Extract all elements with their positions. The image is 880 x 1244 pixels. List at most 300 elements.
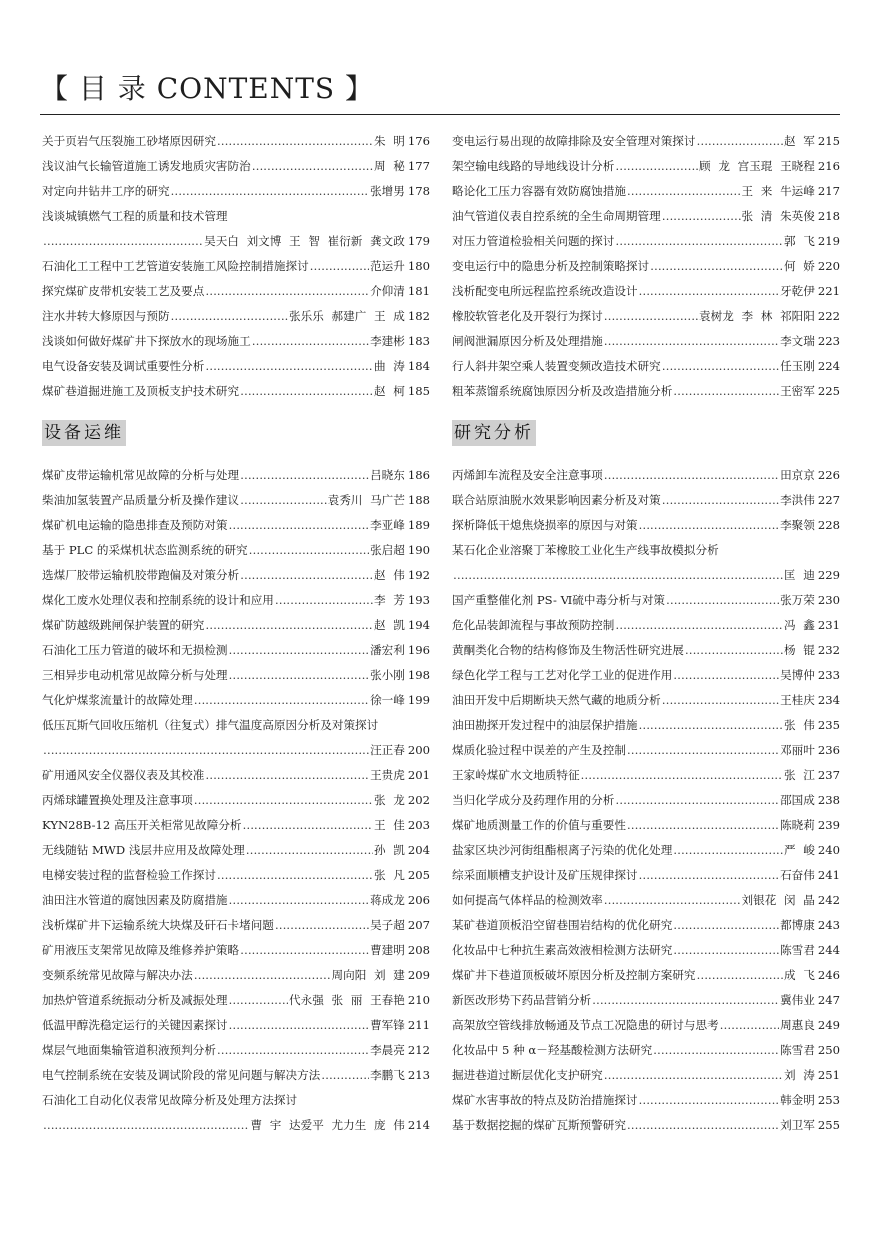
entry-row [42, 357, 430, 376]
toc-entry[interactable] [42, 491, 430, 510]
entry-title: 低压瓦斯气回收压缩机（往复式）排气温度高原因分析及对策探讨 [42, 718, 379, 733]
toc-entry[interactable] [452, 691, 840, 710]
toc-entry[interactable] [452, 1091, 840, 1110]
entry-title: 新医改形势下药品营销分析 [452, 993, 592, 1008]
entry-page-number: 224 [817, 358, 840, 373]
entry-author: 张 龙 [373, 793, 405, 808]
entry-author: 都博康 [780, 918, 815, 933]
toc-entry[interactable] [452, 307, 840, 326]
entry-title: 煤矿井下巷道顶板破坏原因分析及控制方案研究 [452, 968, 696, 983]
entry-row [42, 616, 430, 635]
toc-entry[interactable] [42, 891, 430, 910]
entry-author: 李洪伟 [780, 493, 815, 508]
entry-author: 王贵虎 [370, 768, 405, 783]
entry-title: 无线随钻 MWD 浅层井应用及故障处理 [42, 843, 245, 858]
dot-leader [592, 991, 779, 1010]
entry-title: 煤矿防越级跳闸保护装置的研究 [42, 618, 205, 633]
entry-title: 浅析煤矿井下运输系统大块煤及矸石卡堵问题 [42, 918, 274, 933]
entry-author: 赵 凯 [373, 618, 405, 633]
entry-title: 化妆品中 5 种 α－羟基酸检测方法研究 [452, 1043, 653, 1058]
toc-entry[interactable] [452, 716, 840, 735]
entry-page-number: 226 [817, 468, 840, 483]
entry-page-number: 186 [407, 468, 430, 483]
entry-page-number: 198 [407, 668, 430, 683]
dot-leader [650, 257, 783, 276]
entry-row [452, 182, 840, 201]
toc-entry[interactable] [452, 991, 840, 1010]
dot-leader [275, 591, 373, 610]
toc-entry[interactable] [452, 966, 840, 985]
dot-leader [229, 1016, 370, 1035]
entry-page-number: 203 [407, 818, 430, 833]
entry-row [42, 1066, 430, 1085]
entry-row [42, 791, 430, 810]
dot-leader [171, 307, 289, 326]
entry-title: 综采面顺槽支护设计及矿压规律探讨 [452, 868, 638, 883]
entry-row [42, 1041, 430, 1060]
toc-entry[interactable] [42, 332, 430, 351]
toc-entry[interactable] [452, 591, 840, 610]
toc-entry[interactable] [452, 766, 840, 785]
entry-row [42, 232, 430, 251]
entry-page-number: 242 [817, 893, 840, 908]
dot-leader [229, 991, 289, 1010]
entry-title: 煤矿皮带运输机常见故障的分析与处理 [42, 468, 240, 483]
entry-title: 基于 PLC 的采煤机状态监测系统的研究 [42, 543, 248, 558]
toc-entry[interactable] [452, 491, 840, 510]
entry-author: 冀伟业 [780, 993, 815, 1008]
entry-page-number: 212 [407, 1043, 430, 1058]
toc-entry[interactable] [42, 182, 430, 201]
entry-title: 某石化企业溶聚丁苯橡胶工业化生产线事故模拟分析 [452, 543, 719, 558]
entry-page-number: 240 [817, 843, 840, 858]
entry-author: 邵国成 [780, 793, 815, 808]
toc-entry[interactable] [42, 1016, 430, 1035]
entry-title: 关于页岩气压裂施工砂堵原因研究 [42, 134, 216, 148]
entry-author: 吴天白 刘文博 王 智 崔衍新 龚文政 [204, 233, 405, 248]
entry-title: 煤矿机电运输的隐患排查及预防对策 [42, 518, 228, 533]
entry-author: 介仰清 [370, 283, 405, 298]
entry-author: 严 峻 [783, 843, 815, 858]
entry-title: 注水井转大修原因与预防 [42, 308, 170, 323]
toc-entry[interactable] [452, 866, 840, 885]
dot-leader [653, 1041, 779, 1060]
entry-author: 成 飞 [783, 968, 815, 983]
dot-leader [673, 941, 779, 960]
dot-leader [240, 566, 373, 585]
entry-author: 王 佳 [373, 818, 405, 833]
entry-row [452, 257, 840, 276]
entry-author: 李文瑞 [780, 333, 815, 348]
entry-row [42, 282, 430, 301]
entry-row [452, 616, 840, 635]
dot-leader [243, 816, 373, 835]
entry-row [42, 591, 430, 610]
entry-author: 吕晓东 [370, 468, 405, 483]
entry-title: 煤层气地面集输管道积液预判分析 [42, 1043, 216, 1058]
toc-entry[interactable] [452, 916, 840, 935]
entry-title: 浅谈如何做好煤矿井下探放水的现场施工 [42, 333, 251, 348]
entry-author: 杨 锟 [783, 643, 815, 658]
dot-leader [229, 891, 370, 910]
entry-author: 李鹏飞 [370, 1068, 405, 1083]
entry-author: 蒋成龙 [370, 893, 405, 908]
toc-entry[interactable] [42, 616, 430, 635]
header-rule [40, 114, 840, 115]
toc-section [452, 420, 840, 1134]
entry-author: 任玉刚 [780, 358, 815, 373]
toc-entry[interactable] [452, 791, 840, 810]
toc-entry[interactable] [42, 516, 430, 535]
entry-page-number: 184 [407, 358, 430, 373]
entry-row [42, 966, 430, 985]
entry-row [42, 691, 430, 710]
dot-leader [310, 257, 369, 276]
entry-row [42, 866, 430, 885]
entry-author: 刘卫军 [780, 1118, 815, 1133]
entry-title: 绿色化学工程与工艺对化学工业的促进作用 [452, 668, 673, 683]
entry-title: 煤质化验过程中误差的产生及控制 [452, 743, 626, 758]
entry-title: 对压力管道检验相关问题的探讨 [452, 233, 615, 248]
toc-entry[interactable] [452, 541, 840, 585]
entry-page-number: 182 [407, 308, 430, 323]
entry-title: 粗苯蒸馏系统腐蚀原因分析及改造措施分析 [452, 383, 673, 398]
entry-page-number: 179 [407, 233, 430, 248]
entry-row [452, 716, 840, 735]
dot-leader [205, 766, 369, 785]
entry-author: 张万荣 [780, 593, 815, 608]
dot-leader [627, 182, 741, 201]
toc-entry[interactable] [452, 841, 840, 860]
dot-leader [229, 641, 370, 660]
entry-page-number: 185 [407, 383, 430, 398]
dot-leader [604, 332, 779, 351]
toc-entry[interactable] [42, 1066, 430, 1085]
entry-row [42, 841, 430, 860]
toc-entry[interactable] [42, 132, 430, 151]
toc-entry[interactable] [42, 307, 430, 326]
section-heading-wrap [452, 420, 840, 446]
dot-leader [171, 182, 370, 201]
entry-author: 潘宏利 [370, 643, 405, 658]
dot-leader [229, 666, 370, 685]
toc-entry[interactable] [42, 566, 430, 585]
toc-entry[interactable] [42, 641, 430, 660]
entry-title: 丙烯球罐置换处理及注意事项 [42, 793, 193, 808]
entry-title: 闸阀泄漏原因分析及处理措施 [452, 333, 603, 348]
dot-leader [453, 566, 783, 585]
entry-title: 掘进巷道过断层优化支护研究 [452, 1068, 603, 1083]
dot-leader [581, 766, 783, 785]
entry-page-number: 208 [407, 943, 430, 958]
entry-title: KYN28B-12 高压开关柜常见故障分析 [42, 818, 242, 833]
entry-author: 范运升 [370, 258, 405, 273]
dot-leader [43, 741, 369, 760]
entry-author: 张 伟 [783, 718, 815, 733]
entry-author: 赵 伟 [373, 568, 405, 583]
entry-page-number: 201 [407, 768, 430, 783]
entry-author: 冯 鑫 [783, 618, 815, 633]
section-heading: 研究分析 [452, 420, 536, 446]
dot-leader [246, 841, 373, 860]
entry-page-number: 190 [407, 543, 430, 558]
entry-page-number: 178 [407, 183, 430, 198]
entry-author: 张小刚 [370, 668, 405, 683]
dot-leader [662, 491, 779, 510]
toc-entry[interactable] [42, 791, 430, 810]
entry-title: 探析降低干熄焦烧损率的原因与对策 [452, 518, 638, 533]
entry-page-number: 176 [407, 134, 430, 148]
dot-leader [627, 741, 779, 760]
entry-row [452, 1116, 840, 1135]
toc-entry[interactable] [452, 466, 840, 485]
toc-entry[interactable] [452, 666, 840, 685]
entry-row [452, 491, 840, 510]
entry-page-number: 218 [817, 208, 840, 223]
toc-entry[interactable] [452, 641, 840, 660]
entry-page-number: 181 [407, 283, 430, 298]
toc-entry[interactable] [452, 207, 840, 226]
entry-title: 变频系统常见故障与解决办法 [42, 968, 193, 983]
toc-entry[interactable] [42, 157, 430, 176]
toc-entry[interactable] [42, 207, 430, 251]
entry-title: 柴油加氢装置产品质量分析及操作建议 [42, 493, 240, 508]
entry-row [452, 207, 840, 226]
entry-title: 基于数据挖掘的煤矿瓦斯预警研究 [452, 1118, 626, 1133]
entry-page-number: 202 [407, 793, 430, 808]
toc-entry[interactable] [452, 1116, 840, 1135]
entry-author: 张 凡 [373, 868, 405, 883]
entry-row [42, 491, 430, 510]
entry-title: 对定向井钻井工序的研究 [42, 183, 170, 198]
entry-author: 曲 涛 [373, 358, 405, 373]
entry-author: 匡 迪 [783, 568, 815, 583]
entry-row [452, 766, 840, 785]
entry-page-number: 246 [817, 968, 840, 983]
toc-entry[interactable] [42, 766, 430, 785]
entry-row [452, 791, 840, 810]
toc-entry[interactable] [452, 616, 840, 635]
entry-row [42, 516, 430, 535]
entry-row [452, 1091, 840, 1110]
entry-author: 何 娇 [783, 258, 815, 273]
dot-leader [696, 966, 783, 985]
entry-row [452, 382, 840, 401]
dot-leader [43, 1116, 249, 1135]
toc-entry[interactable] [452, 282, 840, 301]
toc-entry[interactable] [42, 541, 430, 560]
entry-row [42, 466, 430, 485]
entry-page-number: 220 [817, 258, 840, 273]
toc-entry[interactable] [42, 1041, 430, 1060]
toc-entry[interactable] [452, 357, 840, 376]
entry-author: 陈雪君 [780, 1043, 815, 1058]
entry-row [42, 132, 430, 151]
entry-title: 变电运行易出现的故障排除及安全管理对策探讨 [452, 134, 696, 148]
entry-title: 如何提高气体样品的检测效率 [452, 893, 603, 908]
entry-title: 加热炉管道系统振动分析及减振处理 [42, 993, 228, 1008]
toc-entry[interactable] [452, 941, 840, 960]
entry-page-number: 211 [407, 1018, 430, 1033]
entry-title: 略论化工压力容器有效防腐蚀措施 [452, 183, 626, 198]
entry-page-number: 228 [817, 518, 840, 533]
entry-page-number: 233 [817, 668, 840, 683]
toc-entry[interactable] [42, 966, 430, 985]
toc-section [42, 420, 430, 1134]
entry-author: 张乐乐 郝建广 王 成 [289, 308, 405, 323]
entry-row [452, 841, 840, 860]
entry-row [452, 666, 840, 685]
entry-author: 袁树龙 李 林 祁阳阳 [699, 308, 815, 323]
toc-entry[interactable] [452, 891, 840, 910]
toc-entry[interactable] [42, 382, 430, 401]
dot-leader [252, 332, 369, 351]
entry-author: 王桂庆 [780, 693, 815, 708]
entry-page-number: 209 [407, 968, 430, 983]
entry-author: 韩金明 [780, 1093, 815, 1108]
entry-title: 电气控制系统在安装及调试阶段的常见问题与解决方法 [42, 1068, 321, 1083]
entry-title: 矿用液压支架常见故障及维修养护策略 [42, 943, 240, 958]
toc-entry[interactable] [452, 182, 840, 201]
toc-entry[interactable] [452, 332, 840, 351]
toc-entry[interactable] [452, 1066, 840, 1085]
entry-page-number: 235 [817, 718, 840, 733]
toc-entry[interactable] [42, 816, 430, 835]
dot-leader [194, 966, 331, 985]
toc-entry[interactable] [42, 466, 430, 485]
dot-leader [662, 207, 741, 226]
entry-author: 徐一峰 [370, 693, 405, 708]
entry-author: 汪正春 [370, 743, 405, 758]
entry-title: 煤化工废水处理仪表和控制系统的设计和应用 [42, 593, 274, 608]
toc-entry[interactable] [452, 132, 840, 151]
entry-title: 油气管道仪表自控系统的全生命周期管理 [452, 208, 661, 223]
entry-row [452, 941, 840, 960]
entry-row [42, 1116, 430, 1135]
entry-title: 某矿巷道顶板沿空留巷围岩结构的优化研究 [452, 918, 673, 933]
toc-entry[interactable] [452, 1016, 840, 1035]
entry-page-number: 221 [817, 283, 840, 298]
toc-right-column [452, 132, 840, 1141]
toc-entry[interactable] [452, 232, 840, 251]
entry-page-number: 205 [407, 868, 430, 883]
toc-entry[interactable] [42, 916, 430, 935]
toc-entry[interactable] [452, 741, 840, 760]
entry-title: 浅议油气长输管道施工诱发地质灾害防治 [42, 158, 251, 173]
entry-page-number: 194 [407, 618, 430, 633]
toc-entry[interactable] [42, 691, 430, 710]
entry-page-number: 223 [817, 333, 840, 348]
toc-entry[interactable] [42, 591, 430, 610]
dot-leader [639, 282, 780, 301]
entry-row [452, 741, 840, 760]
entry-author: 袁秀川 马广芒 [327, 493, 405, 508]
dot-leader [205, 282, 369, 301]
toc-entry[interactable] [42, 1091, 430, 1135]
toc-entry[interactable] [42, 666, 430, 685]
entry-title: 化妆品中七种抗生素高效液相检测方法研究 [452, 943, 673, 958]
toc-entry[interactable] [452, 257, 840, 276]
entry-page-number: 227 [817, 493, 840, 508]
entry-title: 煤矿地质测量工作的价值与重要性 [452, 818, 626, 833]
entry-row [452, 641, 840, 660]
entry-row [452, 466, 840, 485]
dot-leader [249, 541, 369, 560]
dot-leader [615, 616, 783, 635]
entry-author: 李 芳 [373, 593, 405, 608]
entry-row [452, 516, 840, 535]
entry-row [42, 741, 430, 760]
entry-row [42, 382, 430, 401]
toc-entry[interactable] [452, 157, 840, 176]
entry-author: 李晨亮 [370, 1043, 405, 1058]
dot-leader [615, 791, 779, 810]
entry-row [452, 157, 840, 176]
entry-page-number: 189 [407, 518, 430, 533]
entry-row [42, 182, 430, 201]
entry-title: 变电运行中的隐患分析及控制策略探讨 [452, 258, 650, 273]
toc-entry[interactable] [42, 991, 430, 1010]
entry-title: 浅谈城镇燃气工程的质量和技术管理 [42, 208, 228, 223]
toc-entry[interactable] [42, 841, 430, 860]
entry-title: 危化品装卸流程与事故预防控制 [452, 618, 615, 633]
entry-author: 张 清 朱英俊 [741, 208, 815, 223]
toc-entry[interactable] [42, 866, 430, 885]
entry-title: 联合站原油脱水效果影响因素分析及对策 [452, 493, 661, 508]
entry-title: 电气设备安装及调试重要性分析 [42, 358, 205, 373]
toc-entry[interactable] [42, 716, 430, 760]
entry-title: 油田注水管道的腐蚀因素及防腐措施 [42, 893, 228, 908]
toc-entry[interactable] [452, 382, 840, 401]
entry-page-number: 238 [817, 793, 840, 808]
entry-title: 煤矿水害事故的特点及防治措施探讨 [452, 1093, 638, 1108]
entry-page-number: 231 [817, 618, 840, 633]
entry-page-number: 188 [407, 493, 430, 508]
toc-entry[interactable] [42, 282, 430, 301]
toc-entry[interactable] [452, 816, 840, 835]
entry-page-number: 239 [817, 818, 840, 833]
entry-page-number: 183 [407, 333, 430, 348]
dot-leader [662, 357, 779, 376]
toc-entry[interactable] [42, 941, 430, 960]
entry-author: 王 来 牛运峰 [741, 183, 815, 198]
dot-leader [666, 591, 779, 610]
dot-leader [240, 466, 369, 485]
entry-author: 曹 宇 达爱平 尤力生 庞 伟 [250, 1118, 405, 1133]
entry-row [452, 357, 840, 376]
dot-leader [252, 157, 373, 176]
entry-author: 陈晓莉 [780, 818, 815, 833]
dot-leader [205, 357, 373, 376]
entry-author: 赵 柯 [373, 383, 405, 398]
toc-entry[interactable] [452, 516, 840, 535]
entry-author: 王密军 [780, 383, 815, 398]
toc-entry[interactable] [452, 1041, 840, 1060]
dot-leader [673, 666, 779, 685]
toc-entry[interactable] [42, 357, 430, 376]
entry-page-number: 237 [817, 768, 840, 783]
toc-entry[interactable] [42, 257, 430, 276]
entry-title: 浅析配变电所远程监控系统改造设计 [452, 283, 638, 298]
entry-author: 朱 明 [373, 134, 405, 148]
entry-page-number: 217 [817, 183, 840, 198]
entry-author: 周向阳 刘 建 [331, 968, 405, 983]
toc-left-column [42, 132, 430, 1141]
entry-row [452, 916, 840, 935]
entry-page-number: 247 [817, 993, 840, 1008]
dot-leader [604, 307, 698, 326]
entry-title: 油田勘探开发过程中的油层保护措施 [452, 718, 638, 733]
